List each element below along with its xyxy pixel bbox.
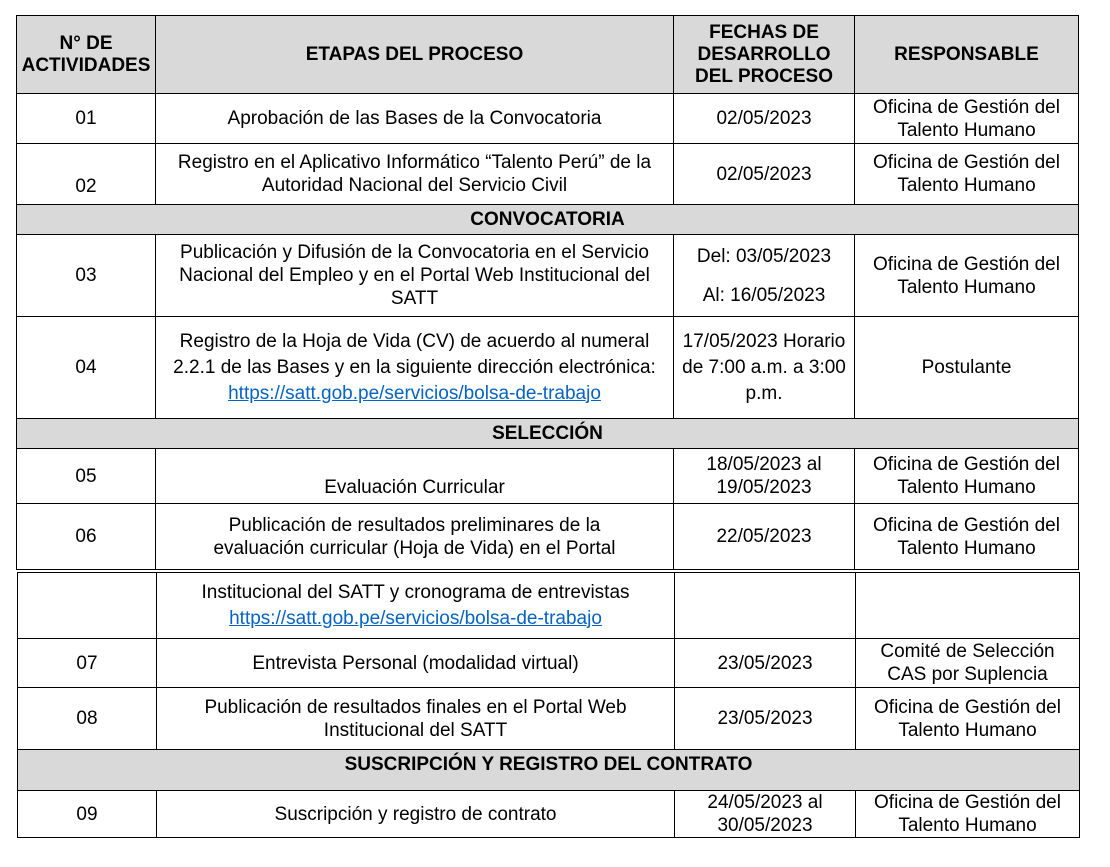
row-responsable: Oficina de Gestión del Talento Humano <box>855 94 1079 144</box>
row-num: 04 <box>17 317 156 419</box>
row-fecha: 23/05/2023 <box>675 639 856 688</box>
row-etapa: Evaluación Curricular <box>156 449 674 504</box>
row-etapa-text: Registro de la Hoja de Vida (CV) de acuerdo al numeral 2.2.1 de las Bases y en la siguiente dirección electrónica: <box>173 330 656 378</box>
table-row <box>17 235 1079 317</box>
row-etapa: Publicación de resultados preliminares de la evaluación curricular (Hoja de Vida) en el Portal <box>156 504 674 570</box>
section-suscripcion: SUSCRIPCIÓN Y REGISTRO DEL CONTRATO <box>18 750 1080 791</box>
table-row <box>17 94 1079 144</box>
table-row <box>18 639 1080 688</box>
schedule-table-bottom <box>17 572 1080 838</box>
row-fecha: 17/05/2023 Horario de 7:00 a.m. a 3:00 p.m. <box>674 317 855 419</box>
row-etapa: Entrevista Personal (modalidad virtual) <box>157 639 675 688</box>
row-fecha: 18/05/2023 al 19/05/2023 <box>674 449 855 504</box>
row-responsable: Oficina de Gestión del Talento Humano <box>856 791 1080 838</box>
row-num <box>18 573 157 639</box>
fecha-del: Del: 03/05/2023 <box>696 245 832 267</box>
row-responsable <box>856 573 1080 639</box>
table-row <box>17 317 1079 419</box>
row-num: 08 <box>18 688 157 750</box>
row-responsable: Oficina de Gestión del Talento Humano <box>855 504 1079 570</box>
row-etapa-text: Institucional del SATT y cronograma de entrevistas <box>201 581 630 603</box>
section-convocatoria: CONVOCATORIA <box>17 205 1079 235</box>
row-etapa: Publicación y Difusión de la Convocatoria en el Servicio Nacional del Empleo y en el Portal Web Institucional del SATT <box>156 235 674 317</box>
row-num: 09 <box>18 791 157 838</box>
row-etapa: Registro en el Aplicativo Informático “Talento Perú” de la Autoridad Nacional del Servicio Civil <box>156 144 674 205</box>
table-row <box>18 688 1080 750</box>
row-etapa <box>157 573 675 639</box>
section-row <box>17 205 1079 235</box>
row-fecha <box>675 573 856 639</box>
section-row <box>17 419 1079 449</box>
table-row <box>18 791 1080 838</box>
row-fecha: 22/05/2023 <box>674 504 855 570</box>
header-num: N° DE ACTIVIDADES <box>17 16 156 94</box>
row-num: 03 <box>17 235 156 317</box>
header-fechas: FECHAS DE DESARROLLO DEL PROCESO <box>674 16 855 94</box>
fecha-al: Al: 16/05/2023 <box>702 284 826 306</box>
section-row <box>18 750 1080 791</box>
row-fecha: 02/05/2023 <box>674 144 855 205</box>
row-responsable: Oficina de Gestión del Talento Humano <box>855 235 1079 317</box>
row-fecha: 23/05/2023 <box>675 688 856 750</box>
table-header-row <box>17 16 1079 94</box>
row-fecha: 02/05/2023 <box>674 94 855 144</box>
row-fecha <box>674 235 855 317</box>
row-num: 05 <box>17 449 156 504</box>
row-etapa: Publicación de resultados finales en el Portal Web Institucional del SATT <box>157 688 675 750</box>
table-row <box>17 504 1079 570</box>
header-etapas: ETAPAS DEL PROCESO <box>156 16 674 94</box>
row-responsable: Comité de Selección CAS por Suplencia <box>856 639 1080 688</box>
schedule-table-top <box>16 15 1079 570</box>
row-num: 06 <box>17 504 156 570</box>
row-responsable: Postulante <box>855 317 1079 419</box>
table-row <box>18 573 1080 639</box>
section-seleccion: SELECCIÓN <box>17 419 1079 449</box>
row-fecha: 24/05/2023 al 30/05/2023 <box>675 791 856 838</box>
bolsa-trabajo-link[interactable]: https://satt.gob.pe/servicios/bolsa-de-trabajo <box>228 382 601 404</box>
table-row <box>17 144 1079 205</box>
row-responsable: Oficina de Gestión del Talento Humano <box>855 144 1079 205</box>
table-row <box>17 449 1079 504</box>
row-num: 02 <box>17 144 156 205</box>
row-etapa: Suscripción y registro de contrato <box>157 791 675 838</box>
row-responsable: Oficina de Gestión del Talento Humano <box>856 688 1080 750</box>
row-num: 01 <box>17 94 156 144</box>
header-responsable: RESPONSABLE <box>855 16 1079 94</box>
row-etapa: Aprobación de las Bases de la Convocatoria <box>156 94 674 144</box>
row-responsable: Oficina de Gestión del Talento Humano <box>855 449 1079 504</box>
bolsa-trabajo-link[interactable]: https://satt.gob.pe/servicios/bolsa-de-trabajo <box>229 607 602 629</box>
row-etapa <box>156 317 674 419</box>
row-num: 07 <box>18 639 157 688</box>
